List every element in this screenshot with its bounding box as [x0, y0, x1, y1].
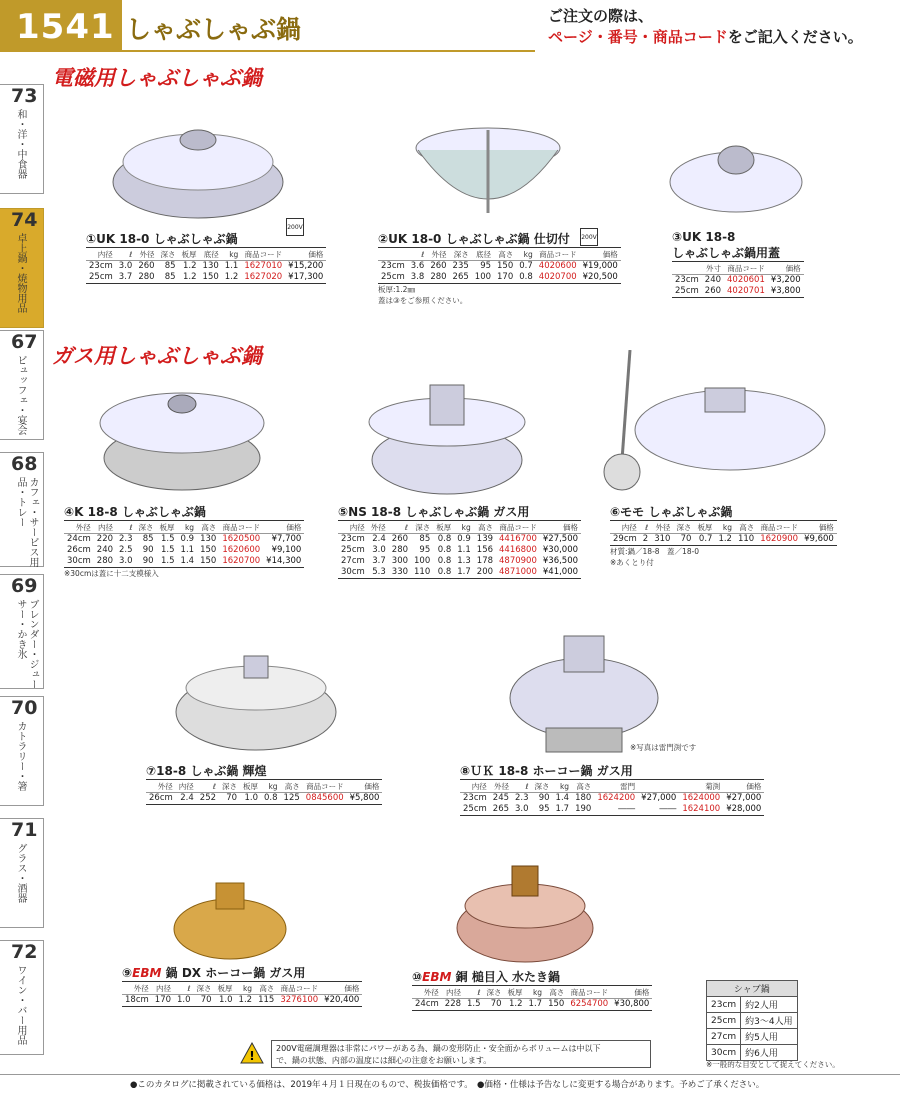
side-tab-label: 和・洋・中食器: [15, 109, 26, 179]
warning-line2: で、鍋の状態、内部の温度には細心の注意をお願いします。: [276, 1056, 492, 1065]
pot-image-7: [172, 648, 340, 756]
table-row: 24cm 228 1.5 70 1.2 1.7 150 6254700 ¥30,800: [415, 999, 650, 1009]
side-tab-69[interactable]: [0, 574, 44, 689]
spec-table: 内径 外径 ℓ 深さ 板厚 kg 高さ 商品コード 価格 23cm 2.4 260 85 0.8 0.9 139 4416700 ¥27,500 25cm 3.0 280 95 0.8 1.1 156 4416800 ¥30,000 27cm 3.7 300 100 0.8 1.3 178 4870900 ¥36,500 30cm 5.3 330 110 0.8 1.7 200 4871000 ¥41,000: [338, 520, 581, 579]
table-row: 27cm 3.7 300 100 0.8 1.3 178 4870900 ¥36,500: [341, 556, 579, 566]
product-name: ⑥モモ しゃぶしゃぶ鍋: [610, 505, 733, 519]
pot-image-2: [408, 118, 568, 218]
pot-image-10: [452, 862, 598, 967]
side-tab-label: カフェ・サービス用品・トレー: [15, 477, 38, 567]
spec-table: 外径 内径 ℓ 深さ 板厚 kg 高さ 商品コード 価格 24cm 228 1.5 70 1.2 1.7 150 6254700 ¥30,800: [412, 985, 652, 1011]
pot-image-9: [170, 875, 290, 963]
spec-table: 外寸 商品コード 価格 23cm 240 4020601 ¥3,200 25cm 260 4020701 ¥3,800: [672, 261, 804, 298]
table-row: 25cm 260 4020701 ¥3,800: [675, 286, 801, 296]
product-note: 板厚:1.2㎜: [378, 285, 415, 294]
table-row: 25cm 265 3.0 95 1.7 190 ―― ―― 1624100 ¥28,000: [463, 804, 762, 814]
product-note: 蓋は③をご参照ください。: [378, 296, 468, 305]
warning-line1: 200V電磁調理器は非常にパワーがある為、鍋の変形防止・安全面からボリュームは中以下: [276, 1044, 601, 1053]
product-5: [338, 503, 581, 579]
table-row: 23cm 3.0 260 85 1.2 130 1.1 1627010 ¥15,200: [89, 261, 324, 271]
side-tab-number: 70: [11, 697, 38, 719]
spec-table: ℓ 外径 深さ 底径 高さ kg 商品コード 価格 23cm 3.6 260 235 95 150 0.7 4020600 ¥19,000 25cm 3.8 280 265 100 170 0.8 4020700 ¥20,500: [378, 247, 621, 284]
200v-icon: 200V: [580, 228, 598, 246]
spec-table: 外径 内径 ℓ 深さ 板厚 kg 高さ 商品コード 価格 26cm 2.4 252 70 1.0 0.8 125 0845600 ¥5,800: [146, 779, 382, 805]
table-row: 23cm 2.4 260 85 0.8 0.9 139 4416700 ¥27,500: [341, 534, 579, 544]
table-row: 23cm 240 4020601 ¥3,200: [675, 275, 801, 285]
order-note-line1: ご注文の際は、: [548, 7, 654, 25]
product-name: ④K 18-8 しゃぶしゃぶ鍋: [64, 505, 206, 519]
pot-image-4: [92, 378, 272, 496]
product-4: [64, 503, 304, 579]
side-tab-70[interactable]: [0, 696, 44, 806]
product-7: [146, 762, 382, 805]
side-tab-number: 71: [11, 819, 38, 841]
table-row: 30cm 280 3.0 90 1.5 1.4 150 1620700 ¥14,300: [67, 556, 302, 566]
table-row: 18cm 170 1.0 70 1.0 1.2 115 3276100 ¥20,400: [125, 995, 360, 1005]
table-row: 30cm 5.3 330 110 0.8 1.7 200 4871000 ¥41,000: [341, 567, 579, 577]
pot-image-3: [668, 130, 804, 214]
product-name: ⑨EBM 鍋 DX ホーコー鍋 ガス用: [122, 966, 306, 980]
table-row: 25cm 3.7 280 85 1.2 150 1.2 1627020 ¥17,300: [89, 272, 324, 282]
footer-rule: [0, 1074, 900, 1075]
product-name: ⑧ＵＫ 18-8 ホーコー鍋 ガス用: [460, 764, 633, 778]
side-tab-label: ビュッフェ・宴会: [15, 355, 26, 435]
product-name-line2: しゃぶしゃぶ鍋用蓋: [672, 246, 781, 260]
side-tab-67[interactable]: [0, 330, 44, 440]
order-note: [548, 6, 863, 48]
serving-size-table: [706, 980, 798, 1061]
side-tab-71[interactable]: [0, 818, 44, 928]
table-row: 25cm 3.8 280 265 100 170 0.8 4020700 ¥20,500: [381, 272, 618, 282]
section-induction: 電磁用しゃぶしゃぶ鍋: [52, 66, 262, 90]
side-tab-number: 67: [11, 331, 38, 353]
side-tab-label: ブレンダー・ジューサー・かき氷: [15, 599, 38, 689]
side-tab-label: カトラリー・箸: [15, 721, 26, 791]
side-tab-number: 69: [11, 575, 38, 597]
product-6: [610, 503, 837, 568]
table-row: 25cm 約3〜4人用: [707, 1013, 798, 1029]
side-tab-74[interactable]: [0, 208, 44, 328]
spec-table: 内径 ℓ 外径 深さ 板厚 底径 kg 商品コード 価格 23cm 3.0 260 85 1.2 130 1.1 1627010 ¥15,200 25cm 3.7 280 85 1.2 150 1.2 1627020 ¥17,300: [86, 247, 326, 284]
product-8: [460, 762, 764, 816]
order-note-rest: をご記入ください。: [727, 28, 863, 46]
svg-text:!: !: [249, 1049, 255, 1063]
product-note: ※30cmは蓋に十二支模様入: [64, 569, 159, 578]
side-tab-label: ワイン・バー用品: [15, 965, 26, 1045]
200v-icon: 200V: [286, 218, 304, 236]
side-tab-label: グラス・酒器: [15, 843, 26, 903]
side-tab-number: 72: [11, 941, 38, 963]
table-row: 23cm 3.6 260 235 95 150 0.7 4020600 ¥19,000: [381, 261, 618, 271]
pot-image-6: [600, 350, 832, 495]
side-tab-73[interactable]: [0, 84, 44, 194]
product-9: [122, 964, 362, 1007]
product-3: [672, 230, 804, 298]
table-row: 25cm 3.0 280 95 0.8 1.1 156 4416800 ¥30,000: [341, 545, 579, 555]
page-title: しゃぶしゃぶ鍋: [126, 15, 302, 44]
product-10: [412, 968, 652, 1011]
warning-icon: [240, 1042, 264, 1064]
side-tab-label: 卓上鍋・焼物用品: [15, 233, 26, 313]
product-name: ⑦18-8 しゃぶ鍋 輝煌: [146, 764, 267, 778]
section-gas: ガス用しゃぶしゃぶ鍋: [52, 344, 262, 368]
table-row: 23cm 245 2.3 90 1.4 180 1624200 ¥27,000 1624000 ¥27,000: [463, 793, 762, 803]
product-note: ※あくとり付: [610, 558, 654, 567]
page-number: 1541: [0, 0, 122, 50]
warning-box: [271, 1040, 651, 1068]
table-row: 23cm 約2人用: [707, 997, 798, 1013]
spec-table: 内径 ℓ 外径 深さ 板厚 kg 高さ 商品コード 価格 29cm 2 310 70 0.7 1.2 110 1620900 ¥9,600: [610, 520, 837, 546]
product-2: [378, 230, 621, 306]
table-row: 29cm 2 310 70 0.7 1.2 110 1620900 ¥9,600: [613, 534, 834, 544]
table-row: 26cm 2.4 252 70 1.0 0.8 125 0845600 ¥5,800: [149, 793, 380, 803]
product-1: [86, 230, 326, 284]
photo-note: ※写真は雷門渕です: [630, 743, 697, 752]
product-name: ⑩EBM 銅 槌目入 水たき鍋: [412, 970, 561, 984]
product-name: ③UK 18-8: [672, 230, 736, 244]
side-tab-number: 68: [11, 453, 38, 475]
product-note: 材質:鍋／18-8 蓋／18-0: [610, 547, 700, 556]
ebm-brand: EBM: [132, 966, 162, 980]
table-row: 24cm 220 2.3 85 1.5 0.9 130 1620500 ¥7,700: [67, 534, 302, 544]
product-name: ①UK 18-0 しゃぶしゃぶ鍋: [86, 232, 238, 246]
table-row: 26cm 240 2.5 90 1.5 1.1 150 1620600 ¥9,100: [67, 545, 302, 555]
side-tab-number: 74: [11, 209, 38, 231]
serving-note: ※一般的な目安として捉えてください。: [706, 1060, 840, 1069]
table-row: 30cm 約6人用: [707, 1045, 798, 1061]
product-name: ⑤NS 18-8 しゃぶしゃぶ鍋 ガス用: [338, 505, 530, 519]
spec-table: 内径 外径 ℓ 深さ kg 高さ 雷門 菊渕 価格 23cm 245 2.3 90 1.4 180 1624200 ¥27,000 1624000 ¥27,000 25cm 265 3.0 95 1.7 190 ―― ―― 1624100 ¥28,000: [460, 779, 764, 816]
side-tab-number: 73: [11, 85, 38, 107]
side-tab-72[interactable]: [0, 940, 44, 1055]
footer-note: ●このカタログに掲載されている価格は、2019年４月１日現在のもので、税抜価格です。 ●価格・仕様は予告なしに変更する場合があります。予めご了承ください。: [130, 1080, 765, 1090]
order-note-emphasis: ページ・番号・商品コード: [548, 28, 728, 46]
ebm-brand: EBM: [422, 970, 452, 984]
pot-image-1: [108, 112, 288, 224]
product-name: ②UK 18-0 しゃぶしゃぶ鍋 仕切付: [378, 232, 570, 246]
pot-image-5: [362, 380, 532, 500]
header-rule: [0, 50, 535, 52]
side-tab-68[interactable]: [0, 452, 44, 567]
spec-table: 外径 内径 ℓ 深さ 板厚 kg 高さ 商品コード 価格 24cm 220 2.3 85 1.5 0.9 130 1620500 ¥7,700 26cm 240 2.5 90 1.5 1.1 150 1620600 ¥9,100 30cm 280 3.0 90 1.5 1.4 150 1620700 ¥14,300: [64, 520, 304, 568]
spec-table: 外径 内径 ℓ 深さ 板厚 kg 高さ 商品コード 価格 18cm 170 1.0 70 1.0 1.2 115 3276100 ¥20,400: [122, 981, 362, 1007]
table-row: 27cm 約5人用: [707, 1029, 798, 1045]
serving-table-header: シャブ鍋: [707, 981, 798, 997]
pot-image-8: [506, 628, 662, 758]
